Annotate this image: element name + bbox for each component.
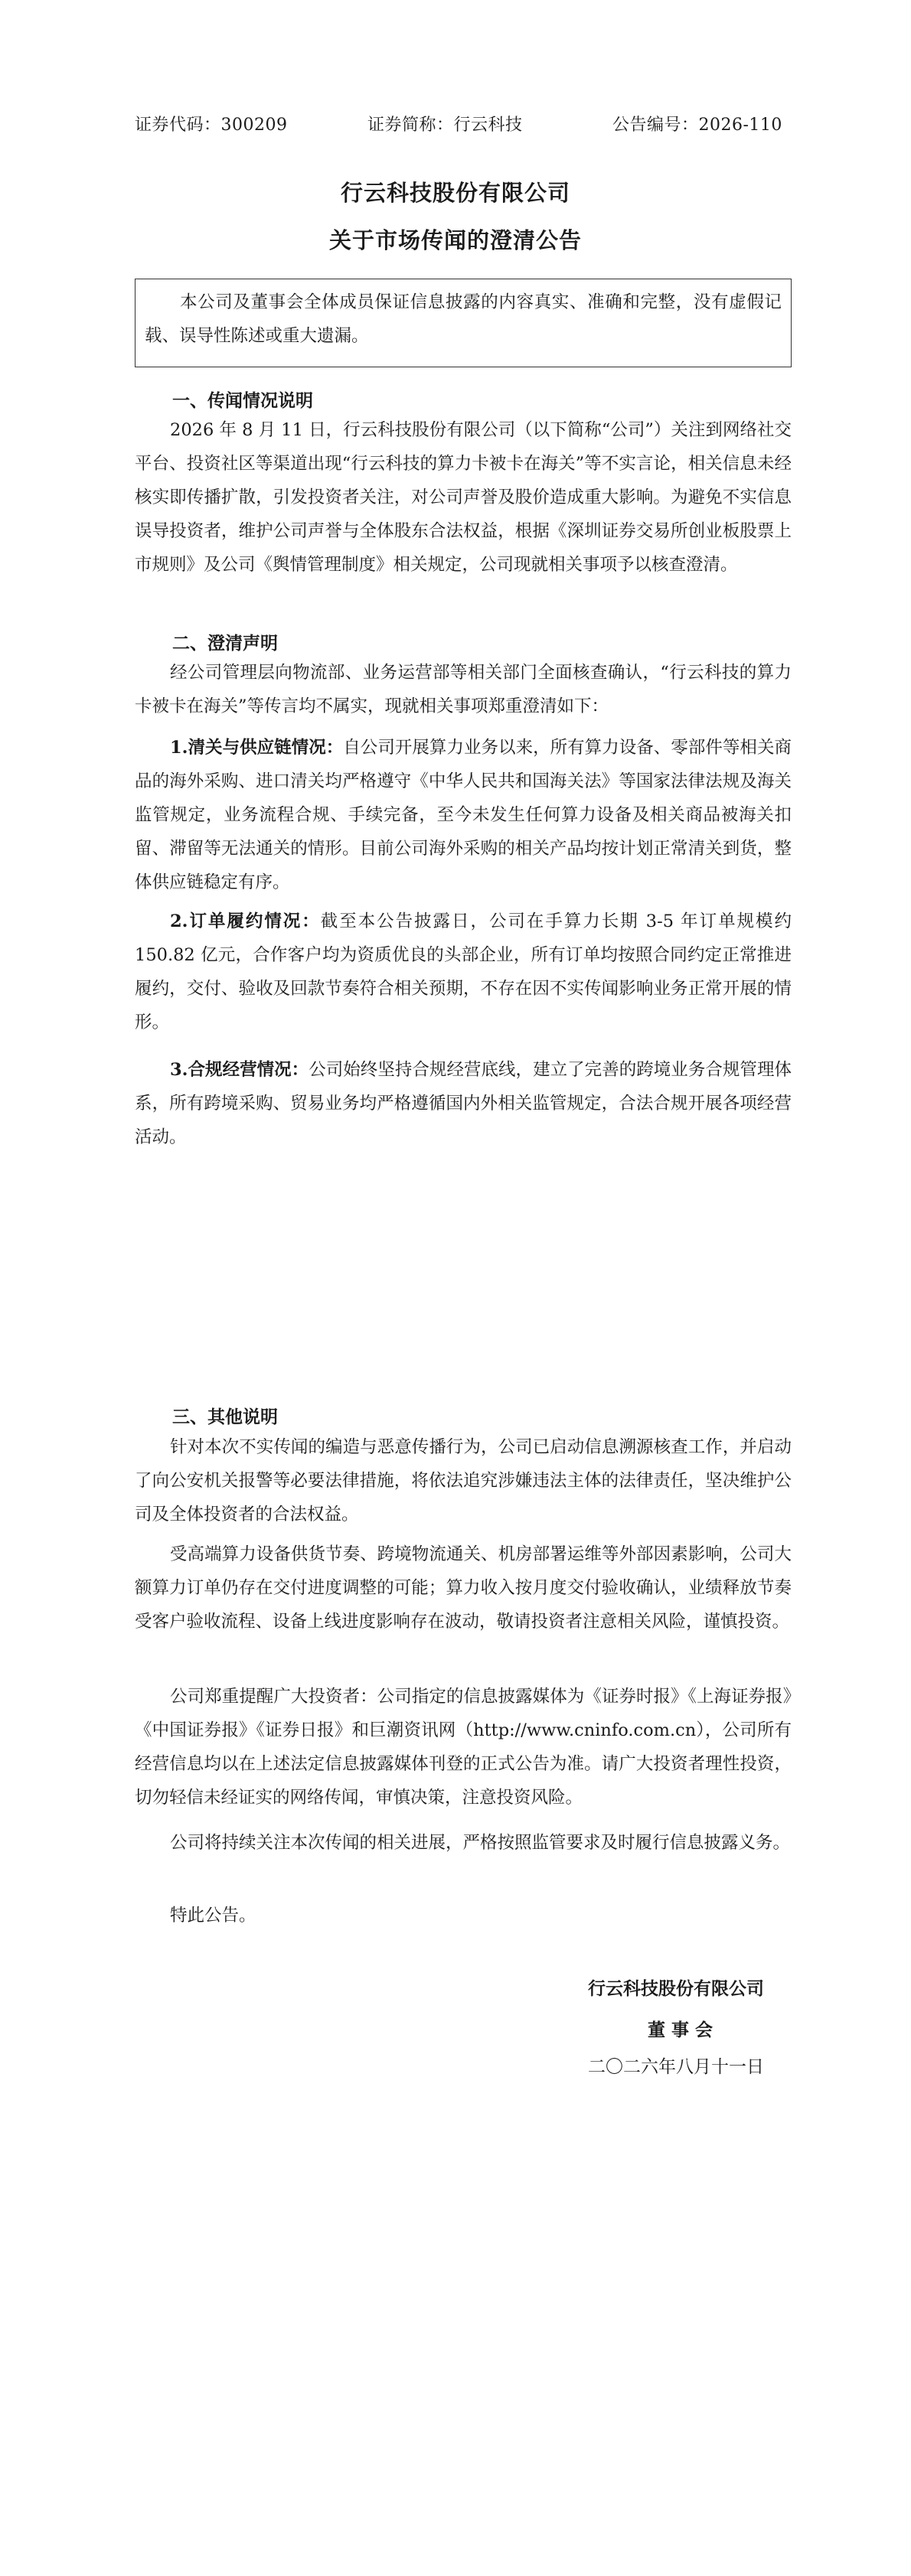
section1-heading: 一、传闻情况说明 (172, 390, 313, 411)
section1-paragraph: 2026 年 8 月 11 日，行云科技股份有限公司（以下简称“公司”）关注到网络社交平台、投资社区等渠道出现“行云科技的算力卡被卡在海关”等不实言论，相关信息未经核实即传播扩散，引发投资者关注，对公司声誉及股价造成重大影响。为避免不实信息误导投资者，维护公司声誉与全体股东合法权益，根据《深圳证券交易所创业板股票上市规则》及公司《舆情管理制度》相关规定，公司现就相关事项予以核查澄清。 (135, 420, 792, 575)
disclaimer-text: 本公司及董事会全体成员保证信息披露的内容真实、准确和完整，没有虚假记载、误导性陈述或重大遗漏。 (145, 292, 782, 346)
section3-paragraph-2: 受高端算力设备供货节奏、跨境物流通关、机房部署运维等外部因素影响，公司大额算力订单仍存在交付进度调整的可能；算力收入按月度交付验收确认，业绩释放节奏受客户验收流程、设备上线进度影响存在波动，敬请投资者注意相关风险，谨慎投资。 (135, 1544, 792, 1632)
section3-paragraph-1: 针对本次不实传闻的编造与恶意传播行为，公司已启动信息溯源核查工作，并启动了向公安机关报警等必要法律措施，将依法追究涉嫌违法主体的法律责任，坚决维护公司及全体投资者的合法权益。 (135, 1437, 792, 1524)
section3-paragraph-4: 公司将持续关注本次传闻的相关进展，严格按照监管要求及时履行信息披露义务。 (170, 1833, 791, 1853)
signature-company: 行云科技股份有限公司 (588, 1978, 764, 1999)
closing-statement: 特此公告。 (170, 1906, 256, 1925)
compliance-item-label: 3.合规经营情况： (170, 1060, 309, 1080)
signature-date: 二〇二六年八月十一日 (588, 2057, 764, 2077)
disclaimer-box (135, 279, 792, 367)
section2-heading: 二、澄清声明 (172, 633, 278, 654)
notice-number: 公告编号：2026-110 (612, 116, 782, 135)
compliance-item (135, 1053, 792, 1154)
stock-code: 证券代码：300209 (135, 116, 288, 135)
section3-heading: 三、其他说明 (172, 1407, 278, 1427)
order-item (135, 905, 792, 1039)
announcement-title: 关于市场传闻的澄清公告 (328, 227, 582, 253)
section2-intro: 经公司管理层向物流部、业务运营部等相关部门全面核查确认，“行云科技的算力卡被卡在海关”等传言均不属实，现就相关事项郑重澄清如下： (135, 663, 792, 716)
clearance-item-label: 1.清关与供应链情况： (170, 738, 344, 758)
order-item-label: 2.订单履约情况： (170, 911, 321, 931)
clearance-item-text: 自公司开展算力业务以来，所有算力设备、零部件等相关商品的海外采购、进口清关均严格遵守《中华人民共和国海关法》等国家法律法规及海关监管规定，业务流程合规、手续完备，至今未发生任何算力设备及相关商品被海关扣留、滞留等无法通关的情形。目前公司海外采购的相关产品均按计划正常清关到货，整体供应链稳定有序。 (135, 738, 792, 892)
compliance-item-text: 公司始终坚持合规经营底线，建立了完善的跨境业务合规管理体系，所有跨境采购、贸易业务均严格遵循国内外相关监管规定，合法合规开展各项经营活动。 (135, 1060, 792, 1147)
clearance-item (135, 731, 792, 899)
section3-paragraph-3: 公司郑重提醒广大投资者：公司指定的信息披露媒体为《证券时报》《上海证券报》《中国证券报》《证券日报》和巨潮资讯网（http://www.cninfo.com.cn），公司所有经营信息均以在上述法定信息披露媒体刊登的正式公告为准。请广大投资者理性投资，切勿轻信未经证实的网络传闻，审慎决策，注意投资风险。 (135, 1687, 792, 1808)
stock-short-name: 证券简称：行云科技 (367, 116, 523, 135)
order-item-text: 截至本公告披露日，公司在手算力长期 3-5 年订单规模约 150.82 亿元，合作客户均为资质优良的头部企业，所有订单均按照合同约定正常推进履约，交付、验收及回款节奏符合相关预期，不存在因不实传闻影响业务正常开展的情形。 (135, 911, 792, 1032)
company-title: 行云科技股份有限公司 (340, 180, 570, 206)
signature-board: 董 事 会 (648, 2020, 713, 2040)
